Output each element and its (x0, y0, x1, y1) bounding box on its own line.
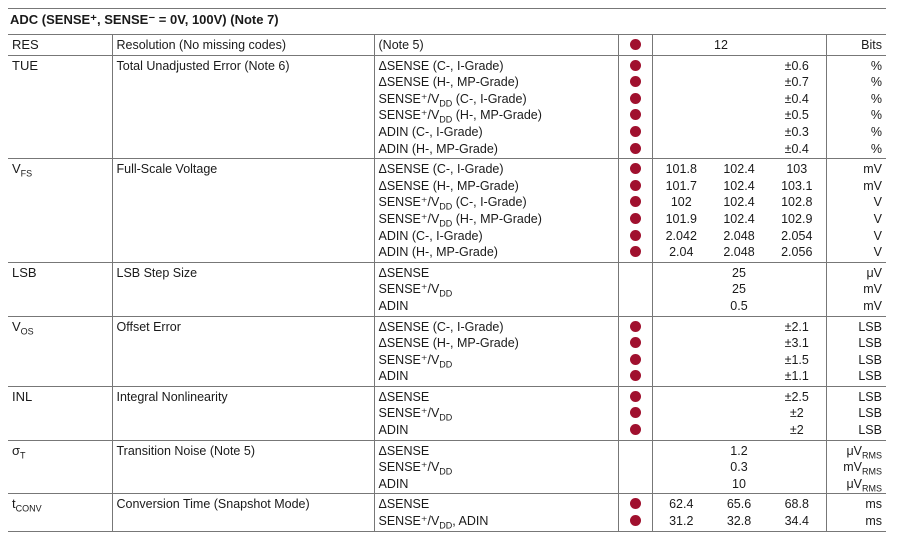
parameter-cell (112, 386, 374, 440)
condition-text: ΔSENSE (378, 443, 430, 458)
condition-text: ADIN (378, 298, 409, 313)
max-cell (768, 262, 826, 316)
grade-dot-slot (623, 459, 648, 476)
max-value: ±0.4 (784, 141, 809, 156)
condition-text: ADIN (H-, MP-Grade) (378, 141, 498, 156)
max-value: 34.4 (784, 514, 809, 529)
condition-text: ΔSENSE (H-, MP-Grade) (378, 75, 519, 90)
typ-value (714, 352, 764, 369)
unit-value: V (873, 195, 882, 210)
unit-value: mV (863, 282, 882, 297)
conditions-cell (374, 55, 618, 159)
bullet-icon (630, 321, 641, 332)
condition-text: ΔSENSE (C-, I-Grade) (378, 162, 504, 177)
unit-cell (826, 159, 886, 263)
grade-dot-slot (623, 281, 648, 298)
bullet-icon (630, 39, 641, 50)
min-value (657, 422, 707, 439)
min-value: 62.4 (669, 497, 694, 512)
grade-dot-slot (623, 319, 648, 336)
typ-value: 0.3 (730, 460, 748, 475)
max-value: ±3.1 (784, 336, 809, 351)
symbol-subscript: T (20, 450, 26, 461)
unit-value: mV (863, 178, 882, 193)
typ-value (714, 405, 764, 422)
max-value: ±0.5 (784, 108, 809, 123)
min-value (657, 476, 707, 493)
min-value (657, 265, 707, 282)
bullet-icon (630, 354, 641, 365)
conditions-cell (374, 159, 618, 263)
spec-row (8, 55, 886, 159)
condition-text: $SENSE^+/V_{DD}$ (H-, MP-Grade) (378, 211, 542, 229)
typ-value: 102.4 (723, 178, 755, 193)
symbol-cell (8, 386, 112, 440)
max-cell (768, 494, 826, 531)
min-value (657, 107, 707, 124)
unit-cell (826, 440, 886, 494)
typ-value (714, 422, 764, 439)
bullet-icon (630, 109, 641, 120)
condition-text: $SENSE^+/V_{DD}$ (378, 406, 453, 423)
unit-cell (826, 316, 886, 386)
symbol: LSB (12, 264, 37, 280)
spec-row (8, 316, 886, 386)
symbol: t (12, 496, 16, 512)
bullet-icon (630, 213, 641, 224)
typ-value: 102.4 (723, 195, 755, 210)
max-value: ±1.5 (784, 352, 809, 367)
unit-value: LSB (858, 369, 882, 384)
min-value: 102 (670, 195, 692, 210)
unit-value: V (873, 228, 882, 243)
min-value (657, 335, 707, 352)
max-cell (768, 386, 826, 440)
unit-cell (826, 494, 886, 531)
max-value: 68.8 (784, 497, 809, 512)
max-value (772, 459, 822, 476)
min-value (657, 389, 707, 406)
max-value: ±0.3 (784, 124, 809, 139)
bullet-icon (630, 163, 641, 174)
max-value: ±2 (789, 423, 804, 438)
symbol-cell (8, 494, 112, 531)
parameter-cell (112, 55, 374, 159)
typ-cell (710, 55, 768, 159)
typ-cell (710, 159, 768, 263)
typ-value (714, 141, 764, 158)
spec-row (8, 262, 886, 316)
condition-text: ΔSENSE (C-, I-Grade) (378, 58, 504, 73)
symbol-cell (8, 440, 112, 494)
bullet-icon (630, 143, 641, 154)
symbol-cell (8, 35, 112, 56)
typ-value (714, 91, 764, 108)
grade-dot-slot (623, 107, 648, 124)
grade-dot-slot (623, 161, 648, 178)
max-cell (768, 440, 826, 494)
typ-value: 25 (732, 265, 746, 280)
condition-text: $SENSE^+/V_{DD}$ (H-, MP-Grade) (378, 108, 542, 125)
min-value (657, 58, 707, 75)
min-value (657, 352, 707, 369)
grade-dot-slot (623, 298, 648, 315)
min-cell (652, 35, 710, 56)
grade-dot-slot (623, 58, 648, 75)
parameter-cell (112, 494, 374, 531)
unit-value: $\mu V_{RMS}$ (846, 443, 882, 461)
unit-value: $mV_{RMS}$ (843, 460, 882, 477)
conditions-cell (374, 386, 618, 440)
max-value: 102.9 (781, 211, 813, 226)
bullet-icon (630, 93, 641, 104)
typ-value (714, 124, 764, 141)
spec-row (8, 386, 886, 440)
condition-text: $SENSE^+/V_{DD}$ (378, 460, 453, 477)
typ-value (714, 319, 764, 336)
unit-value: $\mu V_{RMS}$ (846, 476, 882, 494)
bullet-icon (630, 180, 641, 191)
min-value (657, 298, 707, 315)
grade-dot-slot (623, 211, 648, 228)
max-value: ±2 (789, 406, 804, 421)
condition-text: ADIN (C-, I-Grade) (378, 124, 483, 139)
typ-value: 1.2 (730, 443, 748, 458)
max-value: 103.1 (781, 178, 813, 193)
min-value: 101.8 (665, 162, 697, 177)
symbol: RES (12, 37, 39, 52)
typ-value (714, 58, 764, 75)
max-value (772, 298, 822, 315)
max-value: 102.8 (781, 195, 813, 210)
max-value (772, 476, 822, 493)
conditions-cell (374, 440, 618, 494)
bullet-icon (630, 126, 641, 137)
min-cell (652, 262, 710, 316)
unit-value: Bits (861, 38, 882, 52)
parameter-cell (112, 440, 374, 494)
bullet-icon (630, 391, 641, 402)
symbol-cell (8, 316, 112, 386)
typ-value: 12 (714, 38, 728, 52)
max-value: 2.056 (781, 245, 813, 260)
grade-dot-slot (623, 178, 648, 195)
grade-dot-slot (623, 389, 648, 406)
grade-dot-slot (623, 74, 648, 91)
grade-dot-slot (623, 513, 648, 530)
typ-value (714, 389, 764, 406)
unit-value: % (870, 124, 882, 139)
spec-row (8, 35, 886, 56)
min-value (657, 443, 707, 460)
grade-dot-cell (618, 159, 652, 263)
typ-cell (710, 386, 768, 440)
unit-cell (826, 262, 886, 316)
grade-dot-cell (618, 262, 652, 316)
symbol: INL (12, 388, 33, 404)
max-value (772, 37, 822, 54)
condition-text: $SENSE^+/V_{DD}$ (378, 352, 453, 370)
parameter-cell (112, 35, 374, 56)
max-value: 2.054 (781, 228, 813, 243)
bullet-icon (630, 60, 641, 71)
unit-cell (826, 55, 886, 159)
min-value (657, 459, 707, 476)
unit-value: mV (863, 298, 882, 313)
typ-cell (710, 494, 768, 531)
symbol-subscript: OS (20, 326, 34, 336)
min-cell (652, 440, 710, 494)
grade-dot-slot (623, 265, 648, 282)
condition-text: ΔSENSE (H-, MP-Grade) (378, 336, 519, 351)
min-cell (652, 494, 710, 531)
typ-cell (710, 262, 768, 316)
bullet-icon (630, 196, 641, 207)
condition-text: $SENSE^+/V_{DD}$, ADIN (378, 514, 489, 531)
max-cell (768, 35, 826, 56)
typ-value: 0.5 (730, 298, 748, 313)
condition-text: ΔSENSE (H-, MP-Grade) (378, 178, 519, 193)
grade-dot-slot (623, 443, 648, 460)
parameter-cell (112, 159, 374, 263)
min-value: 101.9 (665, 211, 697, 226)
condition-text: ADIN (378, 369, 409, 384)
min-value: 2.04 (669, 245, 694, 260)
spec-table-body (8, 35, 886, 532)
symbol-cell (8, 159, 112, 263)
grade-dot-cell (618, 35, 652, 56)
parameter-name: Offset Error (116, 319, 181, 334)
condition-text: ΔSENSE (378, 497, 430, 512)
condition-text: ΔSENSE (378, 389, 430, 404)
unit-value: LSB (858, 389, 882, 404)
bullet-icon (630, 424, 641, 435)
grade-dot-cell (618, 386, 652, 440)
conditions-cell (374, 262, 618, 316)
max-value: ±1.1 (784, 369, 809, 384)
bullet-icon (630, 515, 641, 526)
symbol-subscript: FS (20, 168, 33, 179)
parameter-name: LSB Step Size (116, 265, 198, 280)
max-value: ±0.4 (784, 91, 809, 106)
typ-cell (710, 35, 768, 56)
grade-dot-slot (623, 496, 648, 513)
symbol: V (12, 318, 21, 334)
typ-value (714, 335, 764, 352)
condition-text: (Note 5) (378, 38, 424, 52)
typ-value (714, 368, 764, 385)
grade-dot-slot (623, 368, 648, 385)
condition-text: ΔSENSE (C-, I-Grade) (378, 319, 504, 334)
symbol: V (12, 161, 21, 177)
unit-value: LSB (858, 423, 882, 438)
max-value (772, 265, 822, 282)
condition-text: ADIN (378, 476, 409, 491)
unit-value: LSB (858, 406, 882, 421)
typ-value: 2.048 (723, 228, 755, 243)
condition-text: ADIN (C-, I-Grade) (378, 228, 483, 243)
min-cell (652, 55, 710, 159)
condition-text: ADIN (378, 423, 409, 438)
top-rule (8, 8, 886, 9)
typ-value: 102.4 (723, 211, 755, 226)
condition-text: ADIN (H-, MP-Grade) (378, 245, 498, 260)
bullet-icon (630, 498, 641, 509)
spec-row (8, 494, 886, 531)
grade-dot-slot (623, 228, 648, 245)
spec-row (8, 159, 886, 263)
max-value: ±0.7 (784, 75, 809, 90)
symbol: σ (12, 442, 21, 458)
min-value (657, 74, 707, 91)
max-cell (768, 159, 826, 263)
min-value: 2.042 (665, 228, 697, 243)
grade-dot-slot (623, 91, 648, 108)
typ-value (714, 107, 764, 124)
min-value (657, 37, 707, 54)
unit-value: V (873, 211, 882, 226)
typ-value: 65.6 (726, 497, 752, 512)
grade-dot-slot (623, 124, 648, 141)
condition-text: $SENSE^+/V_{DD}$ (C-, I-Grade) (378, 195, 527, 212)
bullet-icon (630, 230, 641, 241)
max-value: ±2.1 (784, 319, 809, 334)
max-value: ±2.5 (784, 389, 809, 404)
min-value: 31.2 (669, 514, 694, 529)
grade-dot-cell (618, 440, 652, 494)
parameter-name: Integral Nonlinearity (116, 389, 228, 404)
symbol-subscript: CONV (15, 503, 42, 514)
condition-text: $SENSE^+/V_{DD}$ (378, 282, 453, 299)
grade-dot-slot (623, 244, 648, 261)
typ-value (714, 74, 764, 91)
typ-value: 2.048 (723, 245, 755, 260)
min-value (657, 124, 707, 141)
bullet-icon (630, 76, 641, 87)
unit-value: % (870, 75, 882, 90)
unit-value: % (870, 141, 882, 156)
typ-cell (710, 316, 768, 386)
grade-dot-cell (618, 55, 652, 159)
unit-value: % (870, 91, 882, 106)
typ-value: 25 (732, 282, 746, 297)
grade-dot-slot (623, 405, 648, 422)
unit-value: mV (863, 162, 882, 177)
unit-value: % (870, 108, 882, 123)
max-value: ±0.6 (784, 58, 809, 73)
min-value (657, 368, 707, 385)
min-value (657, 319, 707, 336)
bullet-icon (630, 337, 641, 348)
min-cell (652, 316, 710, 386)
parameter-name: Transition Noise (Note 5) (116, 443, 255, 458)
min-cell (652, 386, 710, 440)
max-cell (768, 316, 826, 386)
min-value (657, 281, 707, 298)
conditions-cell (374, 35, 618, 56)
parameter-cell (112, 262, 374, 316)
unit-value: ms (865, 514, 882, 529)
max-value: 103 (786, 162, 808, 177)
parameter-name: Resolution (No missing codes) (116, 38, 287, 52)
unit-value: LSB (858, 319, 882, 334)
grade-dot-cell (618, 494, 652, 531)
parameter-name: Conversion Time (Snapshot Mode) (116, 497, 310, 512)
grade-dot-slot (623, 352, 648, 369)
min-value (657, 91, 707, 108)
electrical-characteristics-table (8, 34, 886, 532)
grade-dot-slot (623, 194, 648, 211)
typ-value: 32.8 (726, 514, 752, 529)
grade-dot-slot (623, 422, 648, 439)
symbol: TUE (12, 57, 38, 73)
max-value (772, 443, 822, 460)
unit-value: μV (866, 265, 882, 280)
unit-value: V (873, 245, 882, 260)
parameter-cell (112, 316, 374, 386)
conditions-cell (374, 316, 618, 386)
min-value (657, 405, 707, 422)
parameter-name: Total Unadjusted Error (Note 6) (116, 58, 290, 73)
unit-cell (826, 35, 886, 56)
bullet-icon (630, 407, 641, 418)
condition-text: ΔSENSE (378, 265, 430, 280)
unit-value: LSB (858, 336, 882, 351)
condition-text: $SENSE^+/V_{DD}$ (C-, I-Grade) (378, 91, 527, 109)
conditions-cell (374, 494, 618, 531)
min-value: 101.7 (665, 178, 697, 193)
typ-cell (710, 440, 768, 494)
spec-row (8, 440, 886, 494)
symbol-cell (8, 55, 112, 159)
bullet-icon (630, 370, 641, 381)
grade-dot-cell (618, 316, 652, 386)
unit-value: LSB (858, 352, 882, 367)
typ-value: 10 (732, 476, 746, 491)
unit-cell (826, 386, 886, 440)
grade-dot-slot (623, 476, 648, 493)
min-value (657, 141, 707, 158)
max-value (772, 281, 822, 298)
unit-value: % (870, 58, 882, 73)
unit-value: ms (865, 497, 882, 512)
grade-dot-slot (623, 335, 648, 352)
typ-value: 102.4 (723, 162, 755, 177)
bullet-icon (630, 246, 641, 257)
symbol-cell (8, 262, 112, 316)
grade-dot-slot (623, 141, 648, 158)
grade-dot-slot (623, 37, 648, 54)
min-cell (652, 159, 710, 263)
parameter-name: Full-Scale Voltage (116, 162, 218, 177)
section-heading: ADC (SENSE⁺, SENSE⁻ = 0V, 100V) (Note 7) (10, 12, 279, 27)
max-cell (768, 55, 826, 159)
